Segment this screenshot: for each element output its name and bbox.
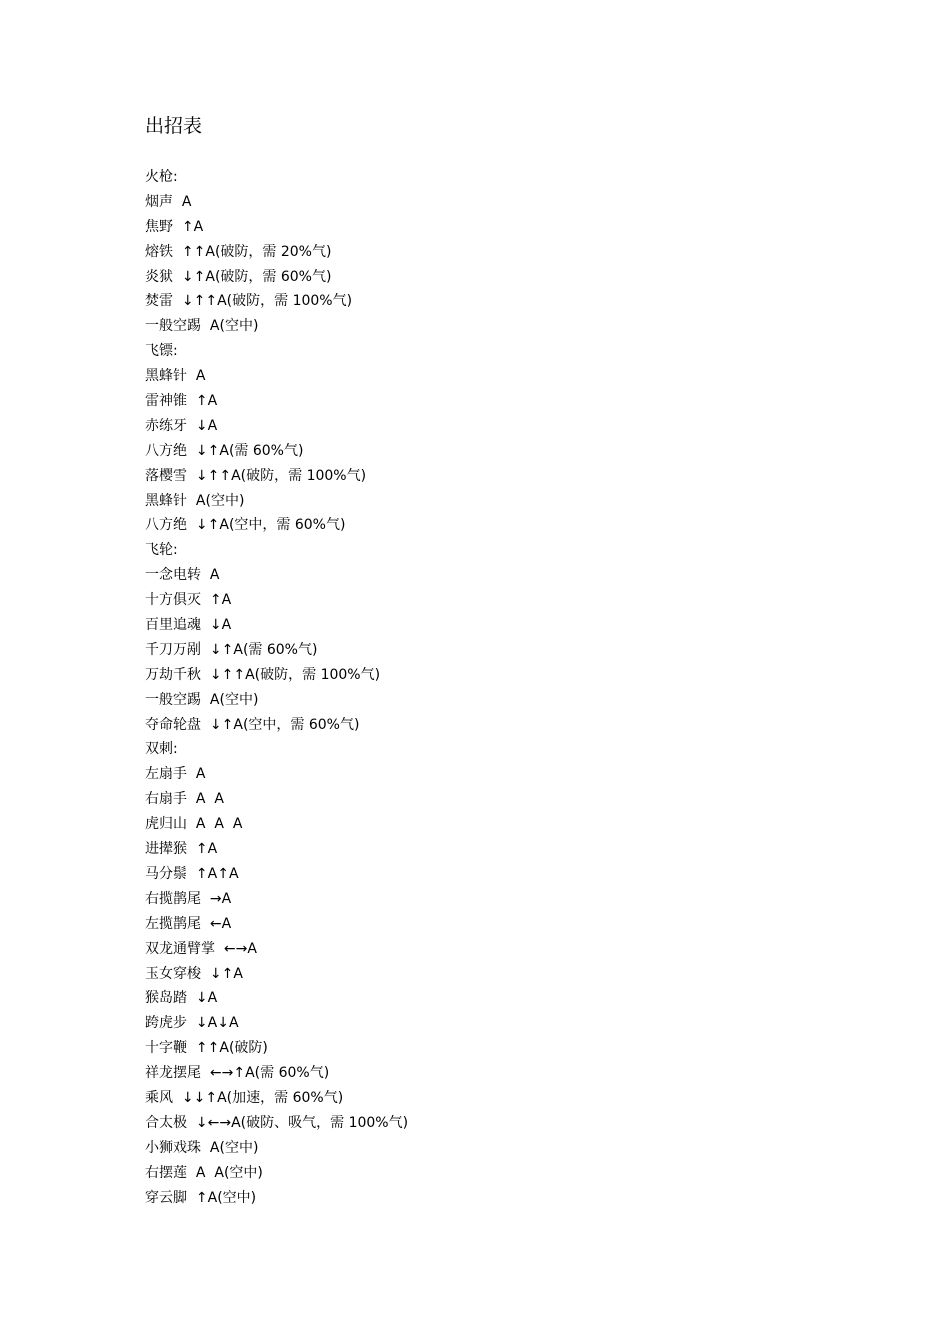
move-entry: 烟声 A bbox=[145, 193, 192, 210]
document-page bbox=[145, 114, 905, 1210]
move-entry: 落樱雪 ↓↑↑A(破防，需 100%气) bbox=[145, 467, 367, 484]
move-entry: 万劫千秋 ↓↑↑A(破防，需 100%气) bbox=[145, 666, 381, 683]
move-entry: 夺命轮盘 ↓↑A(空中，需 60%气) bbox=[145, 716, 360, 733]
move-entry: 左扇手 A bbox=[145, 766, 206, 783]
section-heading: 火枪: bbox=[145, 169, 178, 185]
move-entry: 一般空踢 A(空中) bbox=[145, 691, 259, 708]
move-entry: 猴岛踏 ↓A bbox=[145, 990, 218, 1007]
move-entry: 熔铁 ↑↑A(破防，需 20%气) bbox=[145, 243, 332, 260]
move-entry: 百里追魂 ↓A bbox=[145, 617, 232, 634]
move-entry: 千刀万剐 ↓↑A(需 60%气) bbox=[145, 641, 318, 658]
move-entry: 跨虎步 ↓A↓A bbox=[145, 1015, 239, 1032]
move-entry: 黑蜂针 A(空中) bbox=[145, 492, 245, 509]
move-entry: 黑蜂针 A bbox=[145, 368, 206, 385]
move-entry: 马分鬃 ↑A↑A bbox=[145, 865, 239, 882]
move-entry: 祥龙摆尾 ←→↑A(需 60%气) bbox=[145, 1065, 330, 1082]
move-entry: 十字鞭 ↑↑A(破防) bbox=[145, 1040, 268, 1057]
move-entry: 一念电转 A bbox=[145, 567, 220, 584]
move-entry: 穿云脚 ↑A(空中) bbox=[145, 1189, 257, 1206]
move-list bbox=[145, 165, 905, 1210]
move-entry: 八方绝 ↓↑A(空中，需 60%气) bbox=[145, 517, 346, 534]
move-entry: 乘风 ↓↓↑A(加速，需 60%气) bbox=[145, 1089, 344, 1106]
section-heading: 飞轮: bbox=[145, 542, 178, 559]
move-entry: 右扇手 A A bbox=[145, 791, 224, 808]
move-entry: 焦野 ↑A bbox=[145, 218, 204, 235]
move-entry: 十方俱灭 ↑A bbox=[145, 592, 232, 609]
move-entry: 右摆莲 A A(空中) bbox=[145, 1164, 263, 1181]
section-heading: 双刺: bbox=[145, 741, 178, 758]
move-entry: 焚雷 ↓↑↑A(破防，需 100%气) bbox=[145, 293, 353, 310]
move-entry: 左揽鹊尾 ←A bbox=[145, 915, 232, 932]
move-entry: 玉女穿梭 ↓↑A bbox=[145, 965, 243, 982]
move-entry: 小狮戏珠 A(空中) bbox=[145, 1139, 259, 1156]
move-entry: 雷神锥 ↑A bbox=[145, 393, 218, 410]
move-entry: 双龙通臂掌 ←→A bbox=[145, 940, 257, 957]
move-entry: 炎狱 ↓↑A(破防，需 60%气) bbox=[145, 268, 332, 285]
move-entry: 右揽鹊尾 →A bbox=[145, 890, 232, 907]
section-heading: 飞镖: bbox=[145, 343, 178, 360]
page-title: 出招表 bbox=[145, 115, 203, 137]
move-entry: 进撵猴 ↑A bbox=[145, 841, 218, 858]
move-entry: 虎归山 A A A bbox=[145, 816, 243, 833]
move-entry: 一般空踢 A(空中) bbox=[145, 318, 259, 335]
move-entry: 赤练牙 ↓A bbox=[145, 417, 218, 434]
move-entry: 八方绝 ↓↑A(需 60%气) bbox=[145, 442, 304, 459]
move-entry: 合太极 ↓←→A(破防、吸气，需 100%气) bbox=[145, 1114, 409, 1131]
